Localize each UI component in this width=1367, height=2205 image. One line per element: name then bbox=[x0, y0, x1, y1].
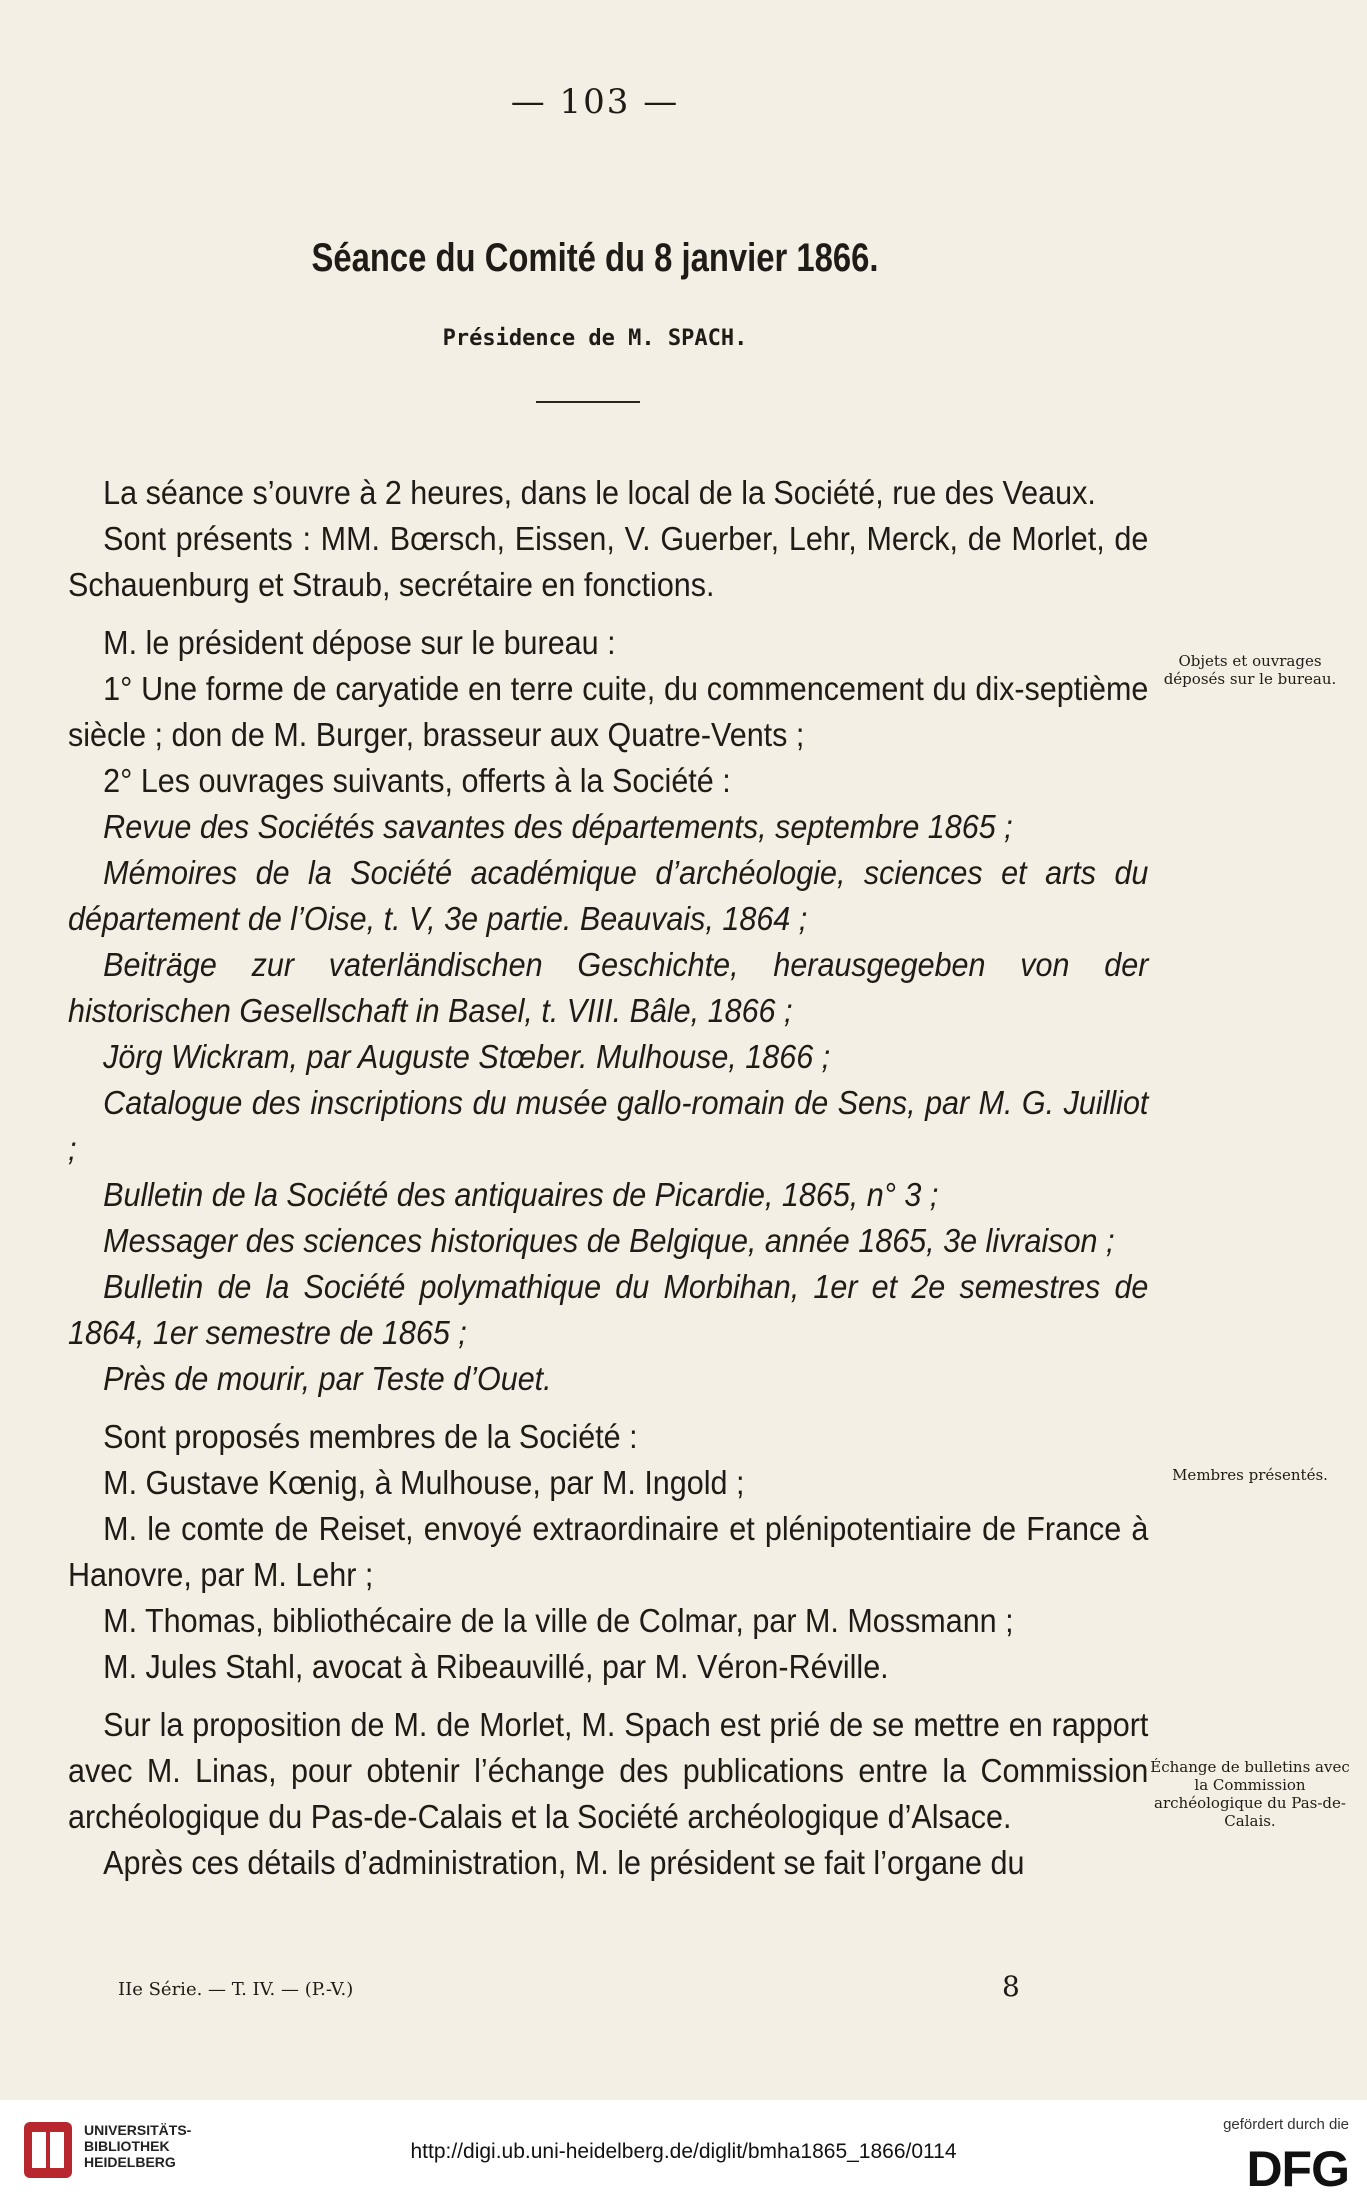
dfg-logo: DFG bbox=[1246, 2141, 1349, 2197]
paragraph: M. Thomas, bibliothécaire de la ville de Colmar, par M. Mossmann ; bbox=[103, 1602, 1014, 1639]
page-title: Séance du Comité du 8 janvier 1866. bbox=[311, 236, 879, 280]
paragraph: M. le comte de Reiset, envoyé extraordinaire et plénipotentiaire de France à Hanovre, par M. Lehr ; bbox=[68, 1510, 1149, 1593]
paragraph-italic: Mémoires de la Société académique d’archéologie, sciences et arts du département de l’Oise, t. V, 3e partie. Beauvais, 1864 ; bbox=[68, 854, 1149, 937]
funded-by-label: gefördert durch die bbox=[1223, 2116, 1349, 2133]
institution-line: HEIDELBERG bbox=[84, 2154, 176, 2170]
paragraph-italic: Bulletin de la Société polymathique du Morbihan, 1er et 2e semestres de 1864, 1er semestre de 1865 ; bbox=[68, 1268, 1149, 1351]
institution-line: UNIVERSITÄTS- bbox=[84, 2122, 192, 2138]
paragraph: M. Gustave Kœnig, à Mulhouse, par M. Ingold ; bbox=[103, 1464, 745, 1501]
margin-note: Membres présentés. bbox=[1172, 1466, 1328, 1484]
paragraph: Sur la proposition de M. de Morlet, M. Spach est prié de se mettre en rapport avec M. Linas, pour obtenir l’échange des publications entre la Commission archéologique du Pas-de-Calais et la Société archéologique d’Alsace. bbox=[68, 1706, 1149, 1835]
paragraph: M. Jules Stahl, avocat à Ribeauvillé, par M. Véron-Réville. bbox=[103, 1648, 889, 1685]
paragraph: M. le président dépose sur le bureau : bbox=[103, 624, 616, 661]
paragraph-italic: Bulletin de la Société des antiquaires de Picardie, 1865, n° 3 ; bbox=[103, 1176, 939, 1213]
paragraph-italic: Jörg Wickram, par Auguste Stœber. Mulhouse, 1866 ; bbox=[103, 1038, 831, 1075]
paragraph: 1° Une forme de caryatide en terre cuite, du commencement du dix-septième siècle ; don de M. Burger, brasseur aux Quatre-Vents ; bbox=[68, 670, 1149, 753]
paragraph-italic: Près de mourir, par Teste d’Ouet. bbox=[103, 1360, 552, 1397]
paragraph: Après ces détails d’administration, M. le président se fait l’organe du bbox=[103, 1844, 1025, 1881]
paragraph-italic: Beiträge zur vaterländischen Geschichte, herausgegeben von der historischen Gesellschaft in Basel, t. VIII. Bâle, 1866 ; bbox=[68, 946, 1149, 1029]
title-rule bbox=[536, 401, 640, 403]
footer-signature: 8 bbox=[1002, 1970, 1020, 2003]
page-number: — 103 — bbox=[510, 82, 680, 122]
permalink-url[interactable]: http://digi.ub.uni-heidelberg.de/diglit/bmha1865_1866/0114 bbox=[410, 2140, 957, 2163]
paragraph: Sont présents : MM. Bœrsch, Eissen, V. Guerber, Lehr, Merck, de Morlet, de Schauenburg et Straub, secrétaire en fonctions. bbox=[68, 520, 1149, 603]
paragraph: La séance s’ouvre à 2 heures, dans le local de la Société, rue des Veaux. bbox=[103, 474, 1096, 511]
paragraph: Sont proposés membres de la Société : bbox=[103, 1418, 638, 1455]
paragraph-italic: Revue des Sociétés savantes des départements, septembre 1865 ; bbox=[103, 808, 1013, 845]
footer-series: IIe Série. — T. IV. — (P.-V.) bbox=[118, 1979, 354, 2000]
body-text bbox=[68, 470, 1148, 1886]
paragraph-italic: Messager des sciences historiques de Belgique, année 1865, 3e livraison ; bbox=[103, 1222, 1115, 1259]
paragraph: 2° Les ouvrages suivants, offerts à la Société : bbox=[103, 762, 731, 799]
margin-note: Objets et ouvrages déposés sur le bureau. bbox=[1163, 652, 1337, 688]
institution-line: BIBLIOTHEK bbox=[84, 2138, 170, 2154]
presidence-line: Présidence de M. SPACH. bbox=[442, 326, 748, 351]
paragraph-italic: Catalogue des inscriptions du musée gallo-romain de Sens, par M. G. Juilliot ; bbox=[68, 1084, 1149, 1167]
margin-note: Échange de bulletins avec la Commission archéologique du Pas-de-Calais. bbox=[1150, 1758, 1350, 1830]
